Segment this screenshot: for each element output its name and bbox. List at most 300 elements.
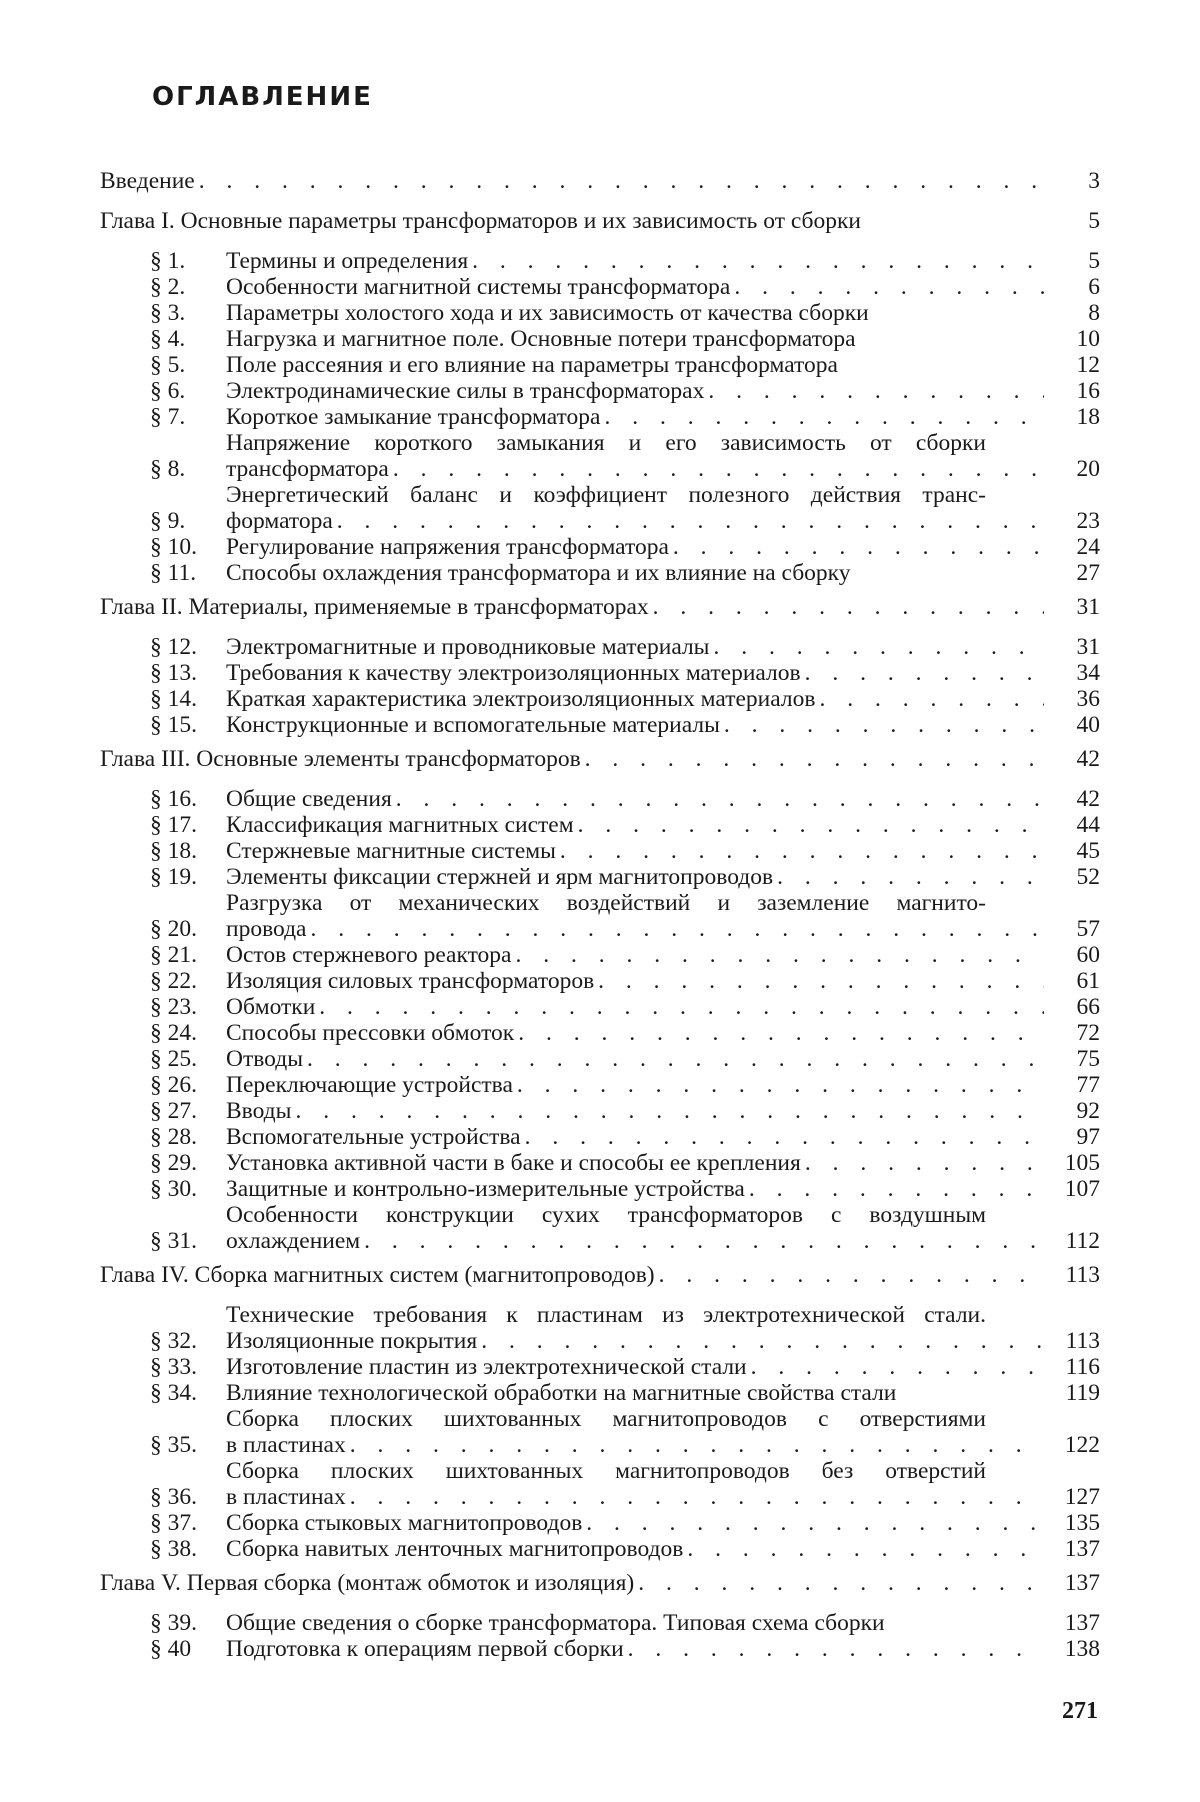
entry-title-continuation: охлаждением: [226, 1228, 361, 1254]
section-number: § 39.: [150, 1610, 197, 1636]
page-ref: 27: [1076, 560, 1100, 586]
entry-title-block: [226, 352, 1044, 378]
section-number: § 34.: [150, 1380, 197, 1406]
entry-title: Подготовка к операциям первой сборки: [226, 1636, 624, 1662]
toc-section-entry: [100, 1636, 1100, 1662]
entry-title-block: [226, 482, 1044, 534]
entry-leader-line: [226, 864, 1044, 890]
entry-leader-line: [100, 168, 1044, 194]
entry-leader-line: [226, 1380, 1044, 1406]
entry-title: Сборка стыковых магнитопроводов: [226, 1510, 583, 1536]
page-ref: 137: [1064, 1570, 1100, 1596]
entry-title: Вспомогательные устройства: [226, 1124, 521, 1150]
page-ref: 77: [1076, 1072, 1100, 1098]
entry-leader-line: [226, 1124, 1044, 1150]
dot-leader: [364, 1228, 1044, 1254]
entry-title-block: [226, 274, 1044, 300]
dot-leader: [713, 634, 1044, 660]
toc-section-entry: [100, 994, 1100, 1020]
section-number: § 30.: [150, 1176, 197, 1202]
entry-title-block: [226, 1354, 1044, 1380]
page-ref: 23: [1076, 508, 1100, 534]
entry-leader-line: [100, 1262, 1044, 1288]
toc-section-entry: [100, 482, 1100, 534]
entry-leader-line: [226, 456, 1044, 482]
section-number: § 40: [150, 1636, 192, 1662]
toc-chapter-entry: [100, 1570, 1100, 1596]
entry-leader-line: [226, 1536, 1044, 1562]
toc-section-entry: [100, 1046, 1100, 1072]
table-of-contents: [100, 168, 1100, 1662]
dot-leader: [578, 812, 1044, 838]
entry-title-block: [226, 890, 1044, 942]
entry-title-block: [226, 1302, 1044, 1354]
entry-leader-line: [226, 812, 1044, 838]
toc-section-entry: [100, 1150, 1100, 1176]
toc-section-entry: [100, 378, 1100, 404]
entry-leader-line: [226, 248, 1044, 274]
entry-leader-line: [226, 1072, 1044, 1098]
entry-title-block: [226, 430, 1044, 482]
entry-title-block: [100, 168, 1044, 194]
toc-section-entry: [100, 1406, 1100, 1458]
page-ref: 105: [1064, 1150, 1100, 1176]
entry-title: Разгрузка от механических воздействий и заземление магнито-: [226, 890, 986, 916]
page-ref: 119: [1065, 1380, 1100, 1406]
toc-section-entry: [100, 890, 1100, 942]
entry-title-block: [226, 1150, 1044, 1176]
entry-leader-line: [226, 1636, 1044, 1662]
dot-leader: [673, 534, 1044, 560]
section-number: § 8.: [150, 456, 186, 482]
toc-section-entry: [100, 248, 1100, 274]
entry-title: Особенности магнитной системы трансформатора: [226, 274, 731, 300]
entry-title-block: [226, 404, 1044, 430]
entry-leader-line: [226, 300, 1044, 326]
toc-chapter-entry: [100, 746, 1100, 772]
entry-title: Короткое замыкание трансформатора: [226, 404, 601, 430]
entry-title-continuation: форматора: [226, 508, 333, 534]
entry-title-continuation: в пластинах: [226, 1432, 346, 1458]
toc-section-entry: [100, 560, 1100, 586]
page-ref: 137: [1064, 1610, 1100, 1636]
entry-title: Сборка плоских шихтованных магнитопроводов с отверстиями: [226, 1406, 986, 1432]
entry-title-block: [226, 942, 1044, 968]
section-number: § 18.: [150, 838, 197, 864]
page-ref: 75: [1076, 1046, 1100, 1072]
entry-leader-line: [226, 274, 1044, 300]
entry-title-block: [226, 712, 1044, 738]
page-ref: 5: [1088, 208, 1100, 234]
toc-section-entry: [100, 300, 1100, 326]
entry-title-block: [226, 812, 1044, 838]
entry-title-block: [226, 1406, 1044, 1458]
section-number: § 10.: [150, 534, 197, 560]
page-ref: 61: [1076, 968, 1100, 994]
toc-section-entry: [100, 1610, 1100, 1636]
entry-leader-line: [226, 1610, 1044, 1636]
page-ref: 20: [1076, 456, 1100, 482]
entry-title: Введение: [100, 168, 195, 194]
entry-title-block: [226, 660, 1044, 686]
dot-leader: [659, 1262, 1044, 1288]
entry-leader-line: [226, 1176, 1044, 1202]
toc-section-entry: [100, 1510, 1100, 1536]
entry-title: Глава III. Основные элементы трансформаторов: [100, 746, 581, 772]
entry-title-block: [100, 1262, 1044, 1288]
entry-title: Обмотки: [226, 994, 316, 1020]
section-number: § 9.: [150, 508, 186, 534]
page-ref: 44: [1076, 812, 1100, 838]
toc-section-entry: [100, 1176, 1100, 1202]
toc-section-entry: [100, 274, 1100, 300]
entry-title-block: [226, 326, 1044, 352]
toc-section-entry: [100, 1202, 1100, 1254]
toc-section-entry: [100, 812, 1100, 838]
toc-section-entry: [100, 1124, 1100, 1150]
entry-leader-line: [100, 1570, 1044, 1596]
page-ref: 127: [1064, 1484, 1100, 1510]
entry-leader-line: [226, 1510, 1044, 1536]
toc-section-entry: [100, 1302, 1100, 1354]
entry-leader-line: [226, 1046, 1044, 1072]
entry-title-block: [226, 1458, 1044, 1510]
entry-leader-line: [226, 712, 1044, 738]
entry-title: Изготовление пластин из электротехнической стали: [226, 1354, 747, 1380]
dot-leader: [307, 1046, 1044, 1072]
section-number: § 16.: [150, 786, 197, 812]
page-ref: 31: [1076, 634, 1100, 660]
entry-title-continuation: в пластинах: [226, 1484, 346, 1510]
section-number: § 3.: [150, 300, 186, 326]
entry-title: Регулирование напряжения трансформатора: [226, 534, 669, 560]
dot-leader: [518, 1020, 1044, 1046]
dot-leader: [734, 274, 1044, 300]
section-number: § 13.: [150, 660, 197, 686]
page-ref: 66: [1076, 994, 1100, 1020]
page-ref: 5: [1088, 248, 1100, 274]
section-number: § 2.: [150, 274, 186, 300]
page-ref: 31: [1076, 594, 1100, 620]
section-number: § 27.: [150, 1098, 197, 1124]
page-ref: 3: [1088, 168, 1100, 194]
section-number: § 28.: [150, 1124, 197, 1150]
dot-leader: [310, 916, 1044, 942]
section-number: § 36.: [150, 1484, 197, 1510]
dot-leader: [638, 1570, 1044, 1596]
section-number: § 20.: [150, 916, 197, 942]
page-ref: 45: [1076, 838, 1100, 864]
dot-leader: [604, 404, 1044, 430]
toc-heading: ОГЛАВЛЕНИЕ: [152, 82, 373, 112]
dot-leader: [472, 248, 1044, 274]
page-ref: 135: [1064, 1510, 1100, 1536]
toc-section-entry: [100, 1354, 1100, 1380]
entry-title-block: [226, 1636, 1044, 1662]
entry-leader-line: [226, 686, 1044, 712]
toc-section-entry: [100, 968, 1100, 994]
entry-title-block: [226, 968, 1044, 994]
entry-leader-line: [100, 746, 1044, 772]
entry-leader-line: [226, 560, 1044, 586]
entry-leader-line: [226, 1020, 1044, 1046]
entry-title: Глава I. Основные параметры трансформаторов и их зависимость от сборки: [100, 208, 862, 234]
page-ref: 12: [1076, 352, 1100, 378]
dot-leader: [749, 1176, 1044, 1202]
section-number: § 21.: [150, 942, 197, 968]
entry-leader-line: [226, 942, 1044, 968]
entry-leader-line: [226, 326, 1044, 352]
entry-leader-line: [226, 1432, 1044, 1458]
entry-leader-line: [226, 1228, 1044, 1254]
entry-title-block: [226, 560, 1044, 586]
section-number: § 1.: [150, 248, 186, 274]
dot-leader: [481, 1328, 1044, 1354]
section-number: § 7.: [150, 404, 186, 430]
page-ref: 34: [1076, 660, 1100, 686]
dot-leader: [724, 712, 1044, 738]
entry-title: Требования к качеству электроизоляционных материалов: [226, 660, 801, 686]
entry-title-continuation: провода: [226, 916, 307, 942]
entry-title-block: [226, 1124, 1044, 1150]
entry-leader-line: [226, 1328, 1044, 1354]
dot-leader: [337, 508, 1044, 534]
page-ref: 116: [1065, 1354, 1100, 1380]
section-number: § 15.: [150, 712, 197, 738]
dot-leader: [805, 660, 1044, 686]
entry-title: Конструкционные и вспомогательные материалы: [226, 712, 720, 738]
entry-title: Переключающие устройства: [226, 1072, 513, 1098]
entry-title-block: [226, 1098, 1044, 1124]
dot-leader: [708, 378, 1044, 404]
section-number: § 31.: [150, 1228, 197, 1254]
page-ref: 92: [1076, 1098, 1100, 1124]
dot-leader: [805, 1150, 1044, 1176]
page-ref: 6: [1088, 274, 1100, 300]
entry-title: Краткая характеристика электроизоляционных материалов: [226, 686, 816, 712]
entry-title: Параметры холостого хода и их зависимость от качества сборки: [226, 300, 869, 326]
page-ref: 42: [1076, 746, 1100, 772]
entry-title: Термины и определения: [226, 248, 469, 274]
entry-title-continuation: Изоляционные покрытия: [226, 1328, 478, 1354]
entry-title-block: [100, 594, 1044, 620]
entry-leader-line: [226, 994, 1044, 1020]
entry-title-block: [226, 838, 1044, 864]
page-ref: 18: [1076, 404, 1100, 430]
page-ref: 107: [1064, 1176, 1100, 1202]
page-ref: 8: [1088, 300, 1100, 326]
entry-leader-line: [100, 208, 1044, 234]
entry-leader-line: [226, 534, 1044, 560]
entry-title: Электродинамические силы в трансформаторах: [226, 378, 705, 404]
section-number: § 17.: [150, 812, 197, 838]
page-ref: 72: [1076, 1020, 1100, 1046]
entry-title-block: [226, 1610, 1044, 1636]
dot-leader: [199, 168, 1044, 194]
dot-leader: [515, 942, 1044, 968]
section-number: § 26.: [150, 1072, 197, 1098]
dot-leader: [751, 1354, 1044, 1380]
entry-title: Сборка плоских шихтованных магнитопроводов без отверстий: [226, 1458, 986, 1484]
entry-title-block: [100, 746, 1044, 772]
page-ref: 42: [1076, 786, 1100, 812]
section-number: § 23.: [150, 994, 197, 1020]
toc-chapter-entry: [100, 208, 1100, 234]
entry-title-block: [226, 786, 1044, 812]
toc-chapter-entry: [100, 594, 1100, 620]
entry-title: Защитные и контрольно-измерительные устройства: [226, 1176, 745, 1202]
section-number: § 37.: [150, 1510, 197, 1536]
section-number: § 24.: [150, 1020, 197, 1046]
entry-leader-line: [100, 594, 1044, 620]
page-ref: 10: [1076, 326, 1100, 352]
toc-section-entry: [100, 1458, 1100, 1510]
page-ref: 122: [1064, 1432, 1100, 1458]
entry-title-block: [226, 300, 1044, 326]
entry-leader-line: [226, 968, 1044, 994]
entry-leader-line: [226, 786, 1044, 812]
toc-section-entry: [100, 1072, 1100, 1098]
page-ref: 24: [1076, 534, 1100, 560]
toc-section-entry: [100, 1536, 1100, 1562]
entry-title-block: [226, 248, 1044, 274]
section-number: § 14.: [150, 686, 197, 712]
section-number: § 33.: [150, 1354, 197, 1380]
dot-leader: [687, 1536, 1044, 1562]
section-number: § 6.: [150, 378, 186, 404]
entry-leader-line: [226, 378, 1044, 404]
dot-leader: [777, 864, 1044, 890]
dot-leader: [819, 686, 1044, 712]
dot-leader: [628, 1636, 1044, 1662]
entry-leader-line: [226, 634, 1044, 660]
section-number: § 25.: [150, 1046, 197, 1072]
entry-title-block: [226, 378, 1044, 404]
entry-title-block: [226, 1046, 1044, 1072]
toc-section-entry: [100, 786, 1100, 812]
entry-title-block: [100, 208, 1044, 234]
toc-section-entry: [100, 660, 1100, 686]
toc-section-entry: [100, 712, 1100, 738]
page-number: 271: [1062, 1698, 1098, 1724]
entry-title: Установка активной части в баке и способы ее крепления: [226, 1150, 801, 1176]
section-number: § 29.: [150, 1150, 197, 1176]
section-number: § 5.: [150, 352, 186, 378]
entry-leader-line: [226, 404, 1044, 430]
entry-title: Энергетический баланс и коэффициент полезного действия транс-: [226, 482, 986, 508]
toc-section-entry: [100, 326, 1100, 352]
dot-leader: [350, 1484, 1044, 1510]
entry-title-block: [226, 1072, 1044, 1098]
entry-title: Глава V. Первая сборка (монтаж обмоток и изоляция): [100, 1570, 635, 1596]
entry-title: Способы охлаждения трансформатора и их влияние на сборку: [226, 560, 851, 586]
section-number: § 38.: [150, 1536, 197, 1562]
page-ref: 36: [1076, 686, 1100, 712]
entry-title: Технические требования к пластинам из электротехнической стали.: [226, 1302, 986, 1328]
page-ref: 137: [1064, 1536, 1100, 1562]
toc-chapter-entry: [100, 1262, 1100, 1288]
toc-section-entry: [100, 686, 1100, 712]
page-ref: 113: [1065, 1328, 1100, 1354]
dot-leader: [393, 456, 1044, 482]
entry-title: Вводы: [226, 1098, 292, 1124]
entry-title: Способы прессовки обмоток: [226, 1020, 515, 1046]
entry-title-block: [226, 1202, 1044, 1254]
dot-leader: [585, 746, 1044, 772]
entry-leader-line: [226, 838, 1044, 864]
section-number: § 12.: [150, 634, 197, 660]
entry-leader-line: [226, 508, 1044, 534]
entry-title: Поле рассеяния и его влияние на параметры трансформатора: [226, 352, 838, 378]
toc-section-entry: [100, 430, 1100, 482]
entry-title-block: [226, 1020, 1044, 1046]
section-number: § 4.: [150, 326, 186, 352]
dot-leader: [598, 968, 1044, 994]
entry-leader-line: [226, 916, 1044, 942]
entry-title-block: [226, 1380, 1044, 1406]
entry-title: Влияние технологической обработки на магнитные свойства стали: [226, 1380, 897, 1406]
entry-title: Общие сведения: [226, 786, 392, 812]
page-ref: 57: [1076, 916, 1100, 942]
entry-title: Напряжение короткого замыкания и его зависимость от сборки: [226, 430, 986, 456]
toc-section-entry: [100, 838, 1100, 864]
entry-title: Общие сведения о сборке трансформатора. Типовая схема сборки: [226, 1610, 885, 1636]
section-number: § 35.: [150, 1432, 197, 1458]
dot-leader: [350, 1432, 1044, 1458]
entry-title-block: [226, 1176, 1044, 1202]
entry-title: Отводы: [226, 1046, 303, 1072]
dot-leader: [560, 838, 1044, 864]
entry-leader-line: [226, 660, 1044, 686]
page-ref: 16: [1076, 378, 1100, 404]
entry-title: Изоляция силовых трансформаторов: [226, 968, 595, 994]
page-ref: 112: [1065, 1228, 1100, 1254]
toc-section-entry: [100, 1020, 1100, 1046]
entry-title-block: [226, 634, 1044, 660]
dot-leader: [586, 1510, 1044, 1536]
page-ref: 40: [1076, 712, 1100, 738]
section-number: § 11.: [150, 560, 197, 586]
toc-section-entry: [100, 1098, 1100, 1124]
page-ref: 60: [1076, 942, 1100, 968]
toc-section-entry: [100, 634, 1100, 660]
entry-title: Сборка навитых ленточных магнитопроводов: [226, 1536, 684, 1562]
entry-title: Особенности конструкции сухих трансформаторов с воздушным: [226, 1202, 986, 1228]
section-number: § 22.: [150, 968, 197, 994]
entry-title: Глава II. Материалы, применяемые в трансформаторах: [100, 594, 649, 620]
page-ref: 138: [1064, 1636, 1100, 1662]
dot-leader: [319, 994, 1044, 1020]
dot-leader: [525, 1124, 1044, 1150]
toc-section-entry: [100, 404, 1100, 430]
entry-leader-line: [226, 1354, 1044, 1380]
entry-title-block: [226, 994, 1044, 1020]
dot-leader: [517, 1072, 1044, 1098]
entry-title: Электромагнитные и проводниковые материалы: [226, 634, 710, 660]
entry-title: Нагрузка и магнитное поле. Основные потери трансформатора: [226, 326, 856, 352]
toc-chapter-entry: [100, 168, 1100, 194]
entry-leader-line: [226, 1484, 1044, 1510]
entry-title: Стержневые магнитные системы: [226, 838, 556, 864]
page-ref: 113: [1065, 1262, 1100, 1288]
entry-title: Глава IV. Сборка магнитных систем (магнитопроводов): [100, 1262, 655, 1288]
toc-section-entry: [100, 1380, 1100, 1406]
entry-title: Элементы фиксации стержней и ярм магнитопроводов: [226, 864, 774, 890]
entry-leader-line: [226, 1150, 1044, 1176]
dot-leader: [295, 1098, 1044, 1124]
entry-title-block: [226, 686, 1044, 712]
entry-title: Классификация магнитных систем: [226, 812, 574, 838]
